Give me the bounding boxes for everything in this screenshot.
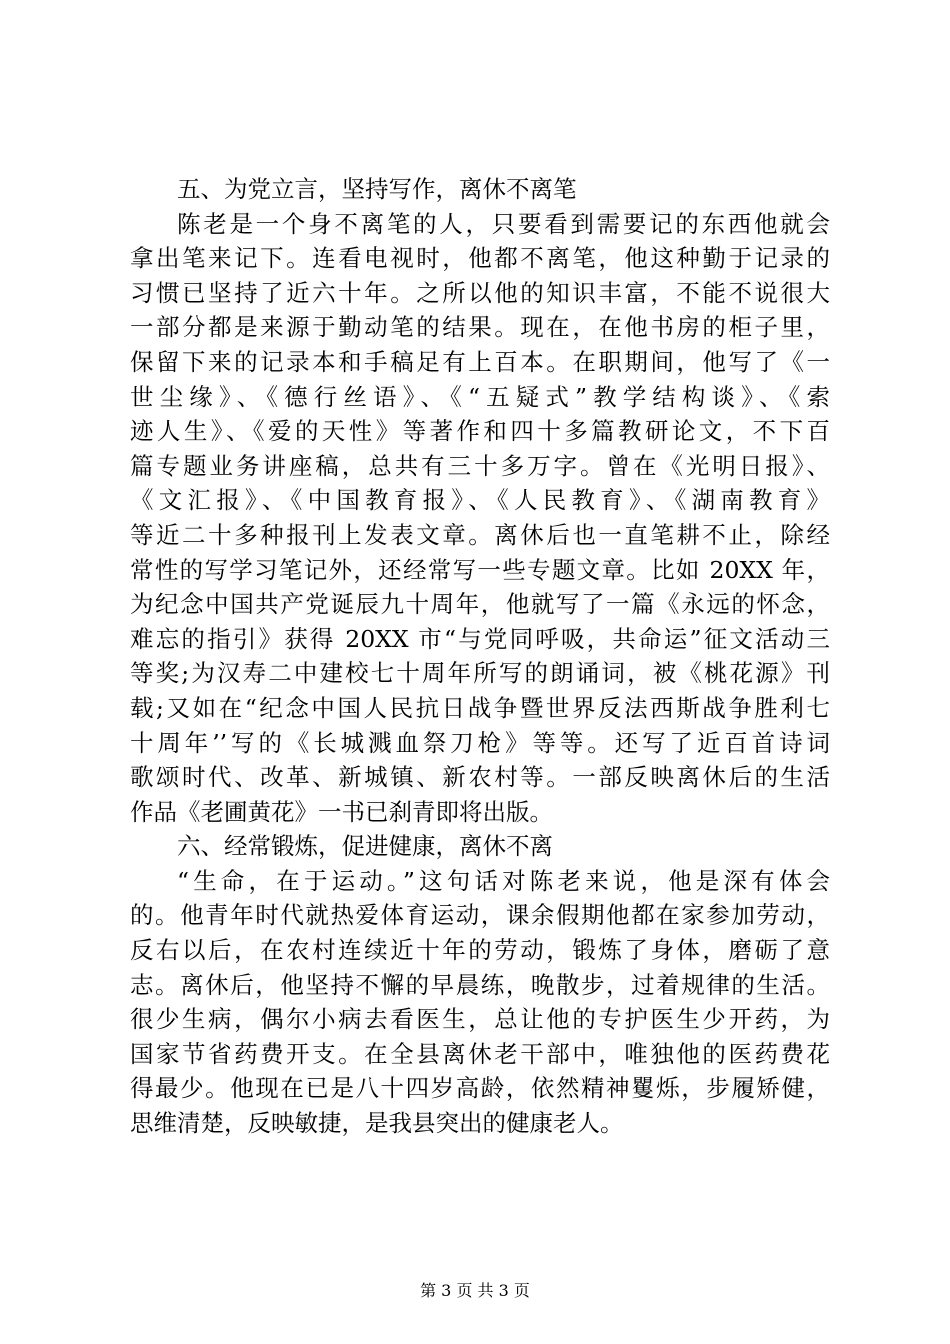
page-footer: 第 3 页 共 3 页 [420, 1281, 530, 1300]
paragraph-line: 作品《老圃黄花》一书已刹青即将出版。 [130, 797, 553, 826]
paragraph-line: 篇专题业务讲座稿，总共有三十多万字。曾在《光明日报》、 [130, 451, 830, 480]
paragraph-line: 习惯已坚持了近六十年。之所以他的知识丰富，不能不说很大 [130, 278, 830, 307]
document-body [130, 172, 830, 1141]
paragraph-line: 歌颂时代、改革、新城镇、新农村等。一部反映离休后的生活 [130, 763, 830, 792]
paragraph-line: 载;又如在“纪念中国人民抗日战争暨世界反法西斯战争胜利七 [130, 693, 830, 722]
paragraph-line: 常性的写学习笔记外，还经常写一些专题文章。比如 20XX 年， [130, 555, 830, 584]
section-heading-6: 六、经常锻炼，促进健康，离休不离 [177, 832, 553, 861]
section-heading-5: 五、为党立言，坚持写作，离休不离笔 [177, 175, 577, 203]
paragraph-line: “生命，在于运动。”这句话对陈老来说，他是深有体会 [177, 866, 830, 895]
paragraph-line: 国家节省药费开支。在全县离休老干部中，唯独他的医药费花 [130, 1039, 830, 1068]
paragraph-line: 得最少。他现在已是八十四岁高龄，依然精神矍烁，步履矫健， [130, 1074, 830, 1103]
paragraph-line: 很少生病，偶尔小病去看医生，总让他的专护医生少开药，为 [130, 1005, 830, 1034]
paragraph-line: 一部分都是来源于勤动笔的结果。现在，在他书房的柜子里， [130, 313, 830, 342]
paragraph-line: 为纪念中国共产党诞辰九十周年，他就写了一篇《永远的怀念， [130, 590, 830, 619]
paragraph-line: 等奖;为汉寿二中建校七十周年所写的朗诵词，被《桃花源》刊 [130, 659, 830, 688]
paragraph-line: 保留下来的记录本和手稿足有上百本。在职期间，他写了《一 [130, 347, 830, 376]
paragraph-line: 迹人生》、《爱的天性》等著作和四十多篇教研论文，不下百 [130, 417, 830, 446]
paragraph-line: 难忘的指引》获得 20XX 市“与党同呼吸，共命运”征文活动三 [130, 624, 830, 653]
paragraph-line: 《文汇报》、《中国教育报》、《人民教育》、《湖南教育》 [130, 486, 830, 515]
paragraph-line: 十周年’’写的《长城溅血祭刀枪》等等。还写了近百首诗词 [130, 728, 830, 757]
paragraph-line: 等近二十多种报刊上发表文章。离休后也一直笔耕不止，除经 [130, 520, 830, 549]
paragraph-line: 思维清楚，反映敏捷，是我县突出的健康老人。 [130, 1109, 624, 1138]
paragraph-line: 的。他青年时代就热爱体育运动，课余假期他都在家参加劳动， [130, 901, 830, 930]
paragraph-line: 世尘缘》、《德行丝语》、《“五疑式”教学结构谈》、《索 [130, 382, 830, 411]
paragraph-line: 志。离休后，他坚持不懈的早晨练，晚散步，过着规律的生活。 [130, 970, 830, 999]
paragraph-line: 陈老是一个身不离笔的人，只要看到需要记的东西他就会 [177, 209, 830, 238]
paragraph-line: 拿出笔来记下。连看电视时，他都不离笔，他这种勤于记录的 [130, 244, 830, 273]
paragraph-line: 反右以后，在农村连续近十年的劳动，锻炼了身体，磨砺了意 [130, 936, 830, 965]
